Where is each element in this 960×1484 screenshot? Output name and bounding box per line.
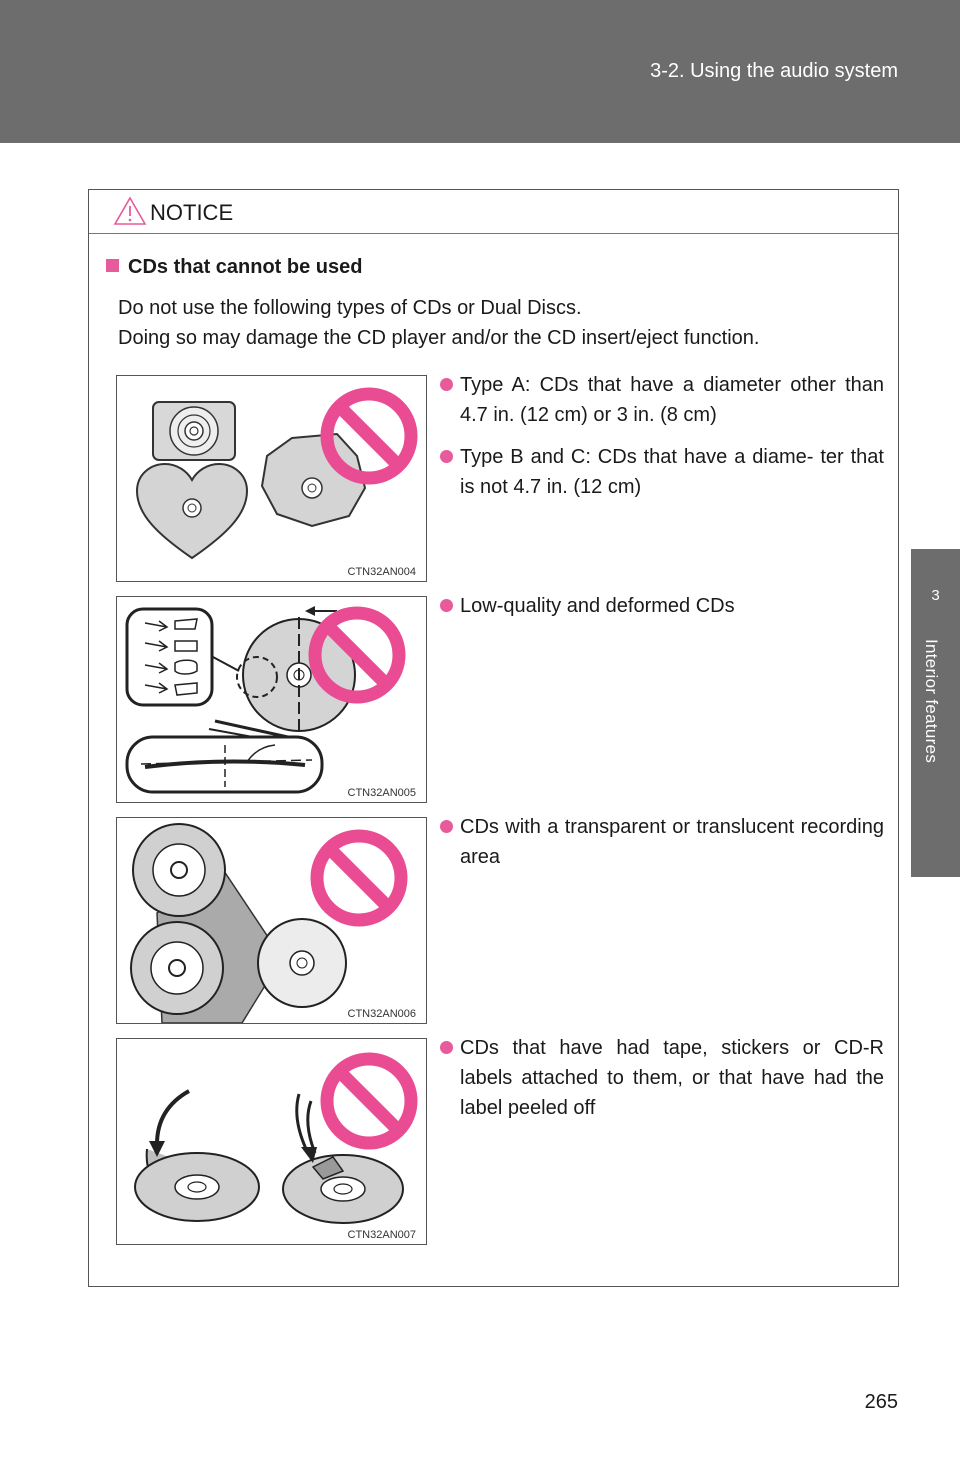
list-item: Low-quality and deformed CDs [440, 591, 884, 621]
list-item: CDs that have had tape, stickers or CD-R labels attached to them, or that have had the label peeled off [440, 1033, 884, 1123]
intro-line: Doing so may damage the CD player and/or the CD insert/eject function. [118, 327, 760, 349]
labeled-cd-illustration [117, 1039, 426, 1244]
figure-odd-shaped-cds [116, 375, 427, 582]
intro-line: Do not use the following types of CDs or Dual Discs. [118, 297, 582, 319]
warning-triangle-icon [113, 196, 147, 226]
deformed-cd-illustration [117, 597, 426, 802]
bullet-dot-icon [440, 450, 453, 463]
page-number: 265 [864, 1391, 898, 1413]
odd-shaped-cd-illustration [117, 376, 426, 581]
square-bullet-icon [106, 259, 119, 272]
notice-title: NOTICE [150, 200, 234, 225]
section-title: 3-2. Using the audio system [650, 60, 898, 82]
figure-transparent-cds [116, 817, 427, 1024]
list-item: Type B and C: CDs that have a diame- ter that is not 4.7 in. (12 cm) [440, 442, 884, 502]
notice-header [89, 190, 898, 234]
list-item: Type A: CDs that have a diameter other than 4.7 in. (12 cm) or 3 in. (8 cm) [440, 370, 884, 430]
bullet-list [440, 1033, 884, 1135]
bullet-dot-icon [440, 599, 453, 612]
intro-text [118, 293, 888, 353]
bullet-list [440, 370, 884, 514]
bullet-list [440, 812, 884, 884]
figure-code: CTN32AN007 [347, 1229, 416, 1241]
section-heading [106, 256, 362, 279]
bullet-dot-icon [440, 378, 453, 391]
figure-code: CTN32AN004 [347, 566, 416, 578]
transparent-cd-illustration [117, 818, 426, 1023]
chapter-number: 3 [931, 587, 940, 604]
figure-code: CTN32AN005 [347, 787, 416, 799]
figure-deformed-cds [116, 596, 427, 803]
notice-box [88, 189, 899, 1287]
bullet-list [440, 591, 884, 633]
figure-code: CTN32AN006 [347, 1008, 416, 1020]
bullet-dot-icon [440, 1041, 453, 1054]
figure-labeled-cds [116, 1038, 427, 1245]
list-item: CDs with a transparent or translucent recording area [440, 812, 884, 872]
chapter-tab [911, 549, 960, 877]
section-heading-text: CDs that cannot be used [128, 256, 363, 278]
page-header [0, 0, 960, 143]
chapter-label: Interior features [922, 639, 941, 764]
bullet-dot-icon [440, 820, 453, 833]
